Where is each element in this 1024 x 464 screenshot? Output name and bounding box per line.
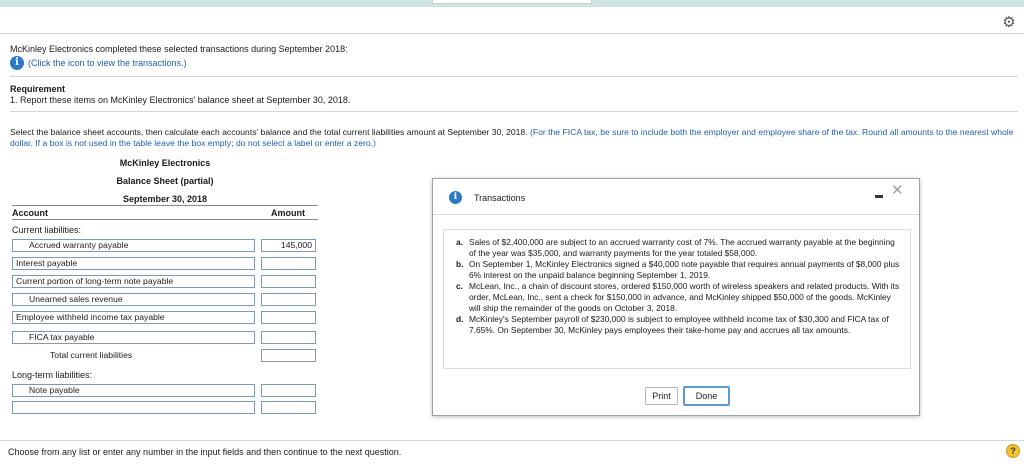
transactions-list: [443, 229, 911, 369]
intro-text: McKinley Electronics completed these selected transactions during September 2018:: [10, 44, 348, 54]
amount-input[interactable]: [261, 311, 316, 324]
gear-icon[interactable]: ⚙: [1002, 14, 1016, 31]
company-name: McKinley Electronics: [119, 158, 211, 168]
footer-text: Choose from any list or enter any number in the input fields and then continue to the next question.: [8, 447, 402, 457]
help-icon[interactable]: ?: [1006, 444, 1020, 458]
list-item: [456, 259, 904, 280]
total-amount-input[interactable]: [261, 349, 316, 362]
account-select[interactable]: Interest payable: [12, 257, 255, 270]
top-tab: [432, 0, 592, 4]
account-select[interactable]: Note payable: [12, 384, 255, 397]
top-bar: [0, 0, 1024, 7]
list-item: [456, 237, 904, 258]
amount-input[interactable]: [261, 275, 316, 288]
amount-input[interactable]: [261, 293, 316, 306]
statement-title: Balance Sheet (partial): [116, 176, 214, 186]
transaction-letter: d.: [456, 314, 464, 325]
account-select[interactable]: Employee withheld income tax payable: [12, 311, 255, 324]
total-current-liabilities-label: Total current liabilities: [50, 350, 133, 360]
amount-input[interactable]: [261, 257, 316, 270]
column-header-account: Account: [12, 208, 48, 218]
account-select[interactable]: Unearned sales revenue: [12, 293, 255, 306]
amount-input[interactable]: [261, 331, 316, 344]
long-term-liabilities-label: Long-term liabilities:: [12, 370, 93, 380]
divider: [0, 33, 1024, 34]
divider: [10, 111, 1018, 112]
instructions-main: Select the balance sheet accounts, then calculate each accounts' balance and the total current liabilities amount at September 30, 2018.: [10, 127, 528, 137]
requirement-title: Requirement: [10, 84, 66, 94]
transaction-text: Sales of $2,400,000 are subject to an accrued warranty cost of 7%. The accrued warranty payable at the beginning of the year was $35,000, and warranty payments for the year totaled $58,000.: [469, 237, 895, 258]
account-select[interactable]: [12, 401, 255, 414]
list-item: [456, 281, 904, 313]
requirement-item: 1. Report these items on McKinley Electronics' balance sheet at September 30, 2018.: [10, 95, 351, 105]
info-link[interactable]: (Click the icon to view the transactions.): [28, 58, 187, 68]
header-rule: [12, 219, 318, 220]
info-icon: i: [449, 191, 462, 204]
instructions-hint: (For the FICA tax, be sure to include both the employer and employee share of the tax. Round all amounts to the nearest whole dollar. If a box is not used in the table leave the box empty; do not select a label or enter a zero.): [10, 127, 1014, 148]
statement-date: September 30, 2018: [122, 194, 208, 204]
header-rule: [12, 205, 318, 206]
divider: [10, 76, 1018, 77]
account-select[interactable]: Accrued warranty payable: [12, 239, 255, 252]
account-select[interactable]: Current portion of long-term note payable: [12, 275, 255, 288]
transactions-dialog: [432, 178, 920, 416]
amount-input[interactable]: [261, 384, 316, 397]
account-select[interactable]: FICA tax payable: [12, 331, 255, 344]
transaction-letter: c.: [456, 281, 463, 292]
transaction-text: McLean, Inc., a chain of discount stores, ordered $150,000 worth of wireless speakers and related products. With its order, McLean, Inc., sent a check for $150,000 in advance, and McKinley shipped $50,000 of the goods. McKinley will ship the remainder of the goods on October 3, 2018.: [469, 281, 900, 313]
amount-input[interactable]: 145,000: [261, 239, 316, 252]
transaction-letter: b.: [456, 259, 464, 270]
print-button[interactable]: Print: [645, 387, 678, 405]
transaction-text: McKinley's September payroll of $230,000 is subject to employee withheld income tax of $30,300 and FICA tax of 7.65%. On September 30, McKinley pays employees their take-home pay and accrues all tax amounts.: [469, 314, 889, 335]
dialog-header: [433, 179, 919, 215]
instructions: [10, 127, 1015, 148]
dialog-title: Transactions: [474, 193, 526, 203]
divider: [0, 440, 1024, 441]
list-item: [456, 314, 904, 335]
minimize-icon[interactable]: [875, 195, 883, 198]
current-liabilities-label: Current liabilities:: [12, 225, 82, 235]
close-icon[interactable]: ✕: [891, 181, 904, 199]
info-row[interactable]: [10, 56, 187, 70]
amount-input[interactable]: [261, 401, 316, 414]
info-icon[interactable]: i: [10, 56, 24, 70]
column-header-amount: Amount: [271, 208, 305, 218]
transaction-text: On September 1, McKinley Electronics signed a $40,000 note payable that requires annual payments of $8,000 plus 6% interest on the unpaid balance beginning September 1, 2019.: [469, 259, 900, 280]
transaction-letter: a.: [456, 237, 463, 247]
done-button[interactable]: Done: [683, 386, 730, 406]
